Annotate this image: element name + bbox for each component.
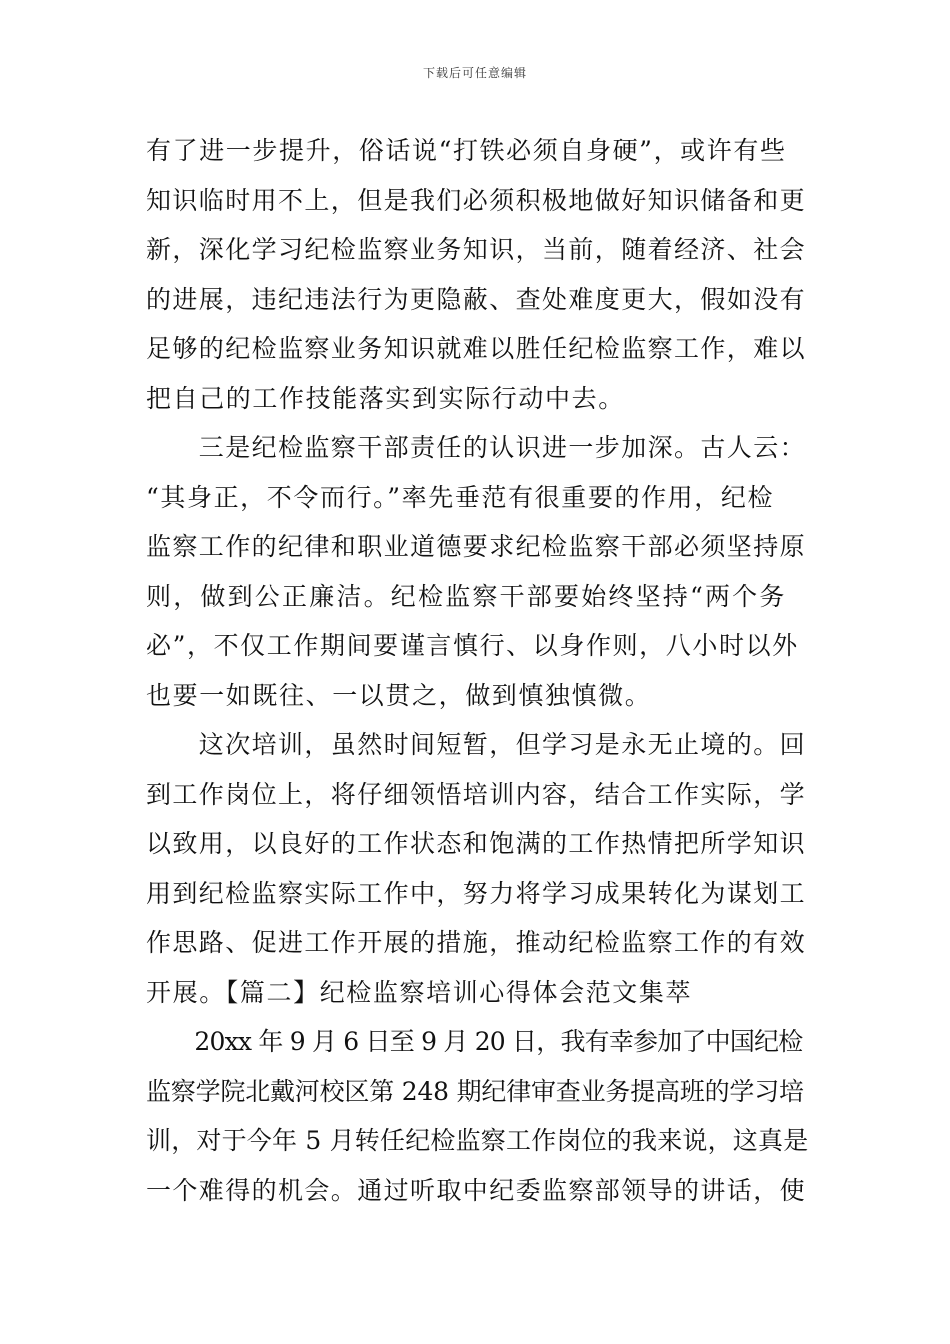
document-body <box>146 126 808 1215</box>
text-line: 监察学院北戴河校区第 248 期纪律审查业务提高班的学习培 <box>146 1076 804 1106</box>
text-line: 必”，不仅工作期间要谨言慎行、以身作则，八小时以外 <box>146 631 799 660</box>
text-line: 也要一如既往、一以贯之，做到慎独慎微。 <box>146 680 652 710</box>
text-line: 这次培训，虽然时间短暂，但学习是永无止境的。回 <box>146 730 807 759</box>
text-line: 开展。【篇二】纪检监察培训心得体会范文集萃 <box>146 977 693 1007</box>
text-line: 用到纪检监察实际工作中，努力将学习成果转化为谋划工 <box>146 878 807 908</box>
text-line: 则，做到公正廉洁。纪检监察干部要始终坚持“两个务 <box>146 581 787 611</box>
text-line: 作思路、促进工作开展的措施，推动纪检监察工作的有效 <box>146 928 807 957</box>
text-line: 有了进一步提升，俗话说“打铁必须自身硬”，或许有些 <box>146 136 787 165</box>
page-header-note: 下载后可任意编辑 <box>422 66 527 80</box>
text-line: “其身正，不令而行。”率先垂范有很重要的作用，纪检 <box>146 482 775 512</box>
text-line: 三是纪检监察干部责任的认识进一步加深。古人云： <box>146 433 807 462</box>
text-line: 到工作岗位上，将仔细领悟培训内容，结合工作实际，学 <box>146 779 807 809</box>
text-line: 20xx 年 9 月 6 日至 9 月 20 日，我有幸参加了中国纪检 <box>146 1027 803 1056</box>
text-line: 知识临时用不上，但是我们必须积极地做好知识储备和更 <box>146 185 807 215</box>
text-line: 的进展，违纪违法行为更隐蔽、查处难度更大，假如没有 <box>146 284 807 314</box>
text-line: 监察工作的纪律和职业道德要求纪检监察干部必须坚持原 <box>146 532 807 561</box>
text-line: 一个难得的机会。通过听取中纪委监察部领导的讲话，使 <box>146 1175 807 1205</box>
text-line: 把自己的工作技能落实到实际行动中去。 <box>146 383 625 413</box>
text-line: 训，对于今年 5 月转任纪检监察工作岗位的我来说，这真是 <box>146 1126 809 1155</box>
text-line: 足够的纪检监察业务知识就难以胜任纪检监察工作，难以 <box>146 334 807 363</box>
text-line: 以致用，以良好的工作状态和饱满的工作热情把所学知识 <box>146 829 807 858</box>
text-line: 新，深化学习纪检监察业务知识，当前，随着经济、社会 <box>146 235 807 264</box>
